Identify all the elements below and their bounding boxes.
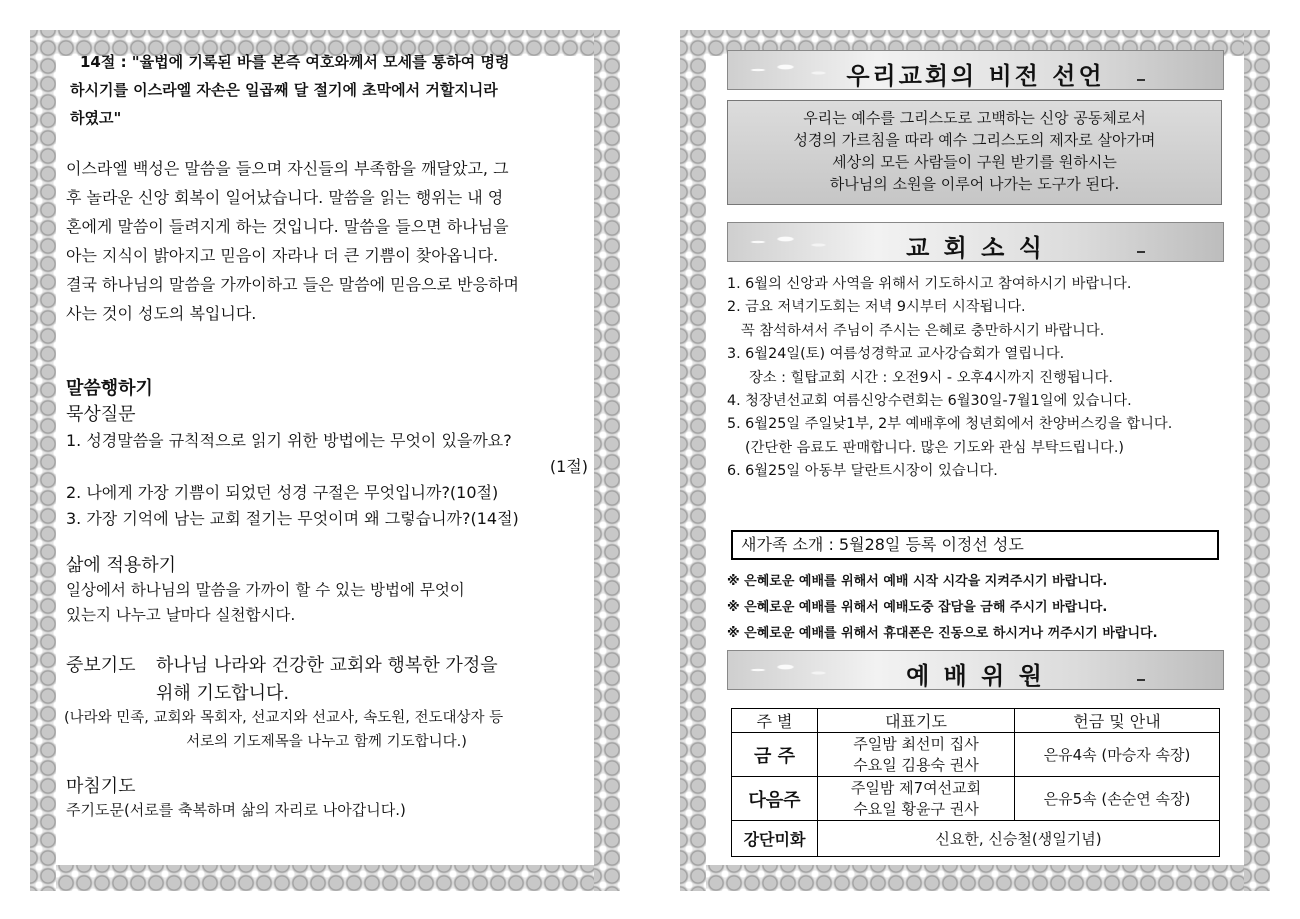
week-cell: 다음주 [732, 777, 818, 821]
paragraph-line: 후 놀라운 신앙 회복이 일어났습니다. 말씀을 읽는 행위는 내 영 [66, 188, 504, 207]
altar-label-cell: 강단미화 [732, 821, 818, 857]
offering-cell: 은유4속 (마승자 속장) [1015, 733, 1220, 777]
news-item: 6. 6월25일 아동부 달란트시장이 있습니다. [727, 463, 998, 480]
vision-line: 우리는 예수를 그리스도로 고백하는 신앙 공동체로서 [803, 109, 1146, 127]
news-item: (간단한 음료도 판매합니다. 많은 기도와 관심 부탁드립니다.) [745, 439, 1124, 456]
news-item: 2. 금요 저녁기도회는 저녁 9시부터 시작됩니다. [727, 299, 1026, 316]
table-row [732, 777, 1220, 821]
church-news-list [727, 273, 1227, 484]
apply-title: 삶에 적용하기 [66, 555, 177, 576]
question-item: 1. 성경말씀을 규칙적으로 읽기 위한 방법에는 무엇이 있을까요? [66, 431, 512, 450]
question-item: 2. 나에게 가장 기쁨이 되었던 성경 구절은 무엇입니까?(10절) [66, 483, 499, 502]
lace-border-right [594, 30, 620, 891]
meditation-title: 묵상질문 [66, 404, 136, 425]
table-header-row [732, 709, 1220, 733]
intercession-line: 하나님 나라와 건강한 교회와 행복한 가정을 [156, 655, 498, 676]
column-header-prayer: 대표기도 [818, 709, 1015, 733]
offering-cell: 은유5속 (손순연 속장) [1015, 777, 1220, 821]
news-item: 3. 6월24일(토) 여름성경학교 교사강습회가 열립니다. [727, 346, 1065, 363]
prayer-cell [818, 777, 1015, 821]
notice-line: ※ 은혜로운 예배를 위해서 휴대폰은 진동으로 하시거나 꺼주시기 바랍니다. [727, 626, 1158, 641]
vision-title: 우리교회의 비전 선언 [846, 62, 1105, 90]
question-item: 3. 가장 기억에 남는 교회 절기는 무엇이며 왜 그렇습니까?(14절) [66, 509, 519, 528]
verse-line: 하였고" [70, 109, 122, 127]
news-item: 장소 : 힐탑교회 시간 : 오전9시 - 오후4시까지 진행됩니다. [749, 369, 1113, 386]
closing-text: 주기도문(서로를 축복하며 삶의 자리로 나아갑니다.) [66, 801, 406, 819]
lace-border-bottom [680, 865, 1270, 891]
vision-line: 하나님의 소원을 이루어 나가는 도구가 된다. [829, 175, 1120, 193]
prayer-line: 수요일 김용숙 권사 [853, 755, 979, 774]
closing-title: 마침기도 [66, 776, 136, 797]
notice-line: ※ 은혜로운 예배를 위해서 예배 시작 시각을 지켜주시기 바랍니다. [727, 574, 1108, 589]
banner-dash [1137, 679, 1145, 681]
reflection-paragraph [66, 154, 588, 328]
apply-text [66, 578, 465, 628]
verse-line: 하시기를 이스라엘 자손은 일곱째 달 절기에 초막에서 거할지니라 [70, 81, 498, 99]
scripture-verse [70, 48, 595, 132]
news-title: 교 회 소 식 [906, 234, 1045, 262]
practice-title: 말씀행하기 [66, 378, 153, 399]
question-list [66, 428, 588, 532]
paragraph-line: 혼에게 말씀이 들려지게 하는 것입니다. 말씀을 들으면 하나님을 [66, 217, 509, 236]
column-header-offering: 헌금 및 안내 [1015, 709, 1220, 733]
question-ref: (1절) [549, 457, 588, 476]
column-header-week: 주 별 [732, 709, 818, 733]
table-row [732, 733, 1220, 777]
notice-line: ※ 은혜로운 예배를 위해서 예배도중 잡담을 금해 주시기 바랍니다. [727, 600, 1108, 615]
intercession-line: 위해 기도합니다. [156, 683, 290, 704]
vision-line: 세상의 모든 사람들이 구원 받기를 원하시는 [832, 153, 1117, 171]
note-line: (나라와 민족, 교회와 목회자, 선교지와 선교사, 속도원, 전도대상자 등 [64, 710, 504, 726]
prayer-line: 수요일 황윤구 권사 [853, 799, 979, 818]
note-line: 서로의 기도제목을 나누고 함께 기도합니다.) [186, 734, 467, 750]
news-item: 5. 6월25일 주일낮1부, 2부 예배후에 청년회에서 찬양버스킹을 합니다. [727, 416, 1173, 433]
apply-line: 일상에서 하나님의 말씀을 가까이 할 수 있는 방법에 무엇이 [66, 581, 465, 599]
news-item: 1. 6월의 신앙과 사역을 위해서 기도하시고 참여하시기 바랍니다. [727, 276, 1132, 292]
worship-title: 예 배 위 원 [906, 662, 1045, 690]
prayer-line: 주일밤 최선미 집사 [853, 734, 979, 753]
banner-dash [1137, 79, 1145, 81]
altar-value-cell: 신요한, 신승철(생일기념) [818, 821, 1220, 857]
prayer-line: 주일밤 제7여선교회 [850, 778, 982, 797]
banner-dash [1137, 251, 1145, 253]
lace-border-left [30, 30, 56, 891]
intercession-note [64, 706, 589, 754]
news-item: 4. 청장년선교회 여름신앙수련회는 6월30일-7월1일에 있습니다. [727, 393, 1132, 410]
intercession-title: 중보기도 [66, 655, 136, 676]
paragraph-line: 아는 지식이 밝아지고 믿음이 자라나 더 큰 기쁨이 찾아옵니다. [66, 246, 499, 265]
lace-border-bottom [30, 865, 620, 891]
paragraph-line: 결국 하나님의 말씀을 가까이하고 들은 말씀에 믿음으로 반응하며 [66, 275, 519, 294]
vision-statement-box [727, 100, 1222, 205]
news-banner [727, 222, 1224, 262]
verse-line: 14절 : "율법에 기록된 바를 본즉 여호와께서 모세를 통하여 명령 [80, 53, 510, 71]
vision-line: 성경의 가르침을 따라 예수 그리스도의 제자로 살아가며 [793, 131, 1156, 149]
intercession-text [156, 652, 498, 708]
table-row [732, 821, 1220, 857]
new-family-box: 새가족 소개 : 5월28일 등록 이정선 성도 [731, 530, 1219, 560]
week-cell: 금 주 [732, 733, 818, 777]
vision-banner [727, 50, 1224, 90]
paragraph-line: 사는 것이 성도의 복입니다. [66, 304, 257, 323]
news-item: 꼭 참석하셔서 주님이 주시는 은혜로 충만하시기 바랍니다. [741, 322, 1105, 339]
worship-banner [727, 650, 1224, 690]
paragraph-line: 이스라엘 백성은 말씀을 들으며 자신들의 부족함을 깨달았고, 그 [66, 159, 509, 178]
worship-committee-table [731, 708, 1220, 857]
prayer-cell [818, 733, 1015, 777]
lace-border-right [1244, 30, 1270, 891]
lace-border-left [680, 30, 706, 891]
apply-line: 있는지 나누고 날마다 실천합시다. [66, 606, 296, 624]
